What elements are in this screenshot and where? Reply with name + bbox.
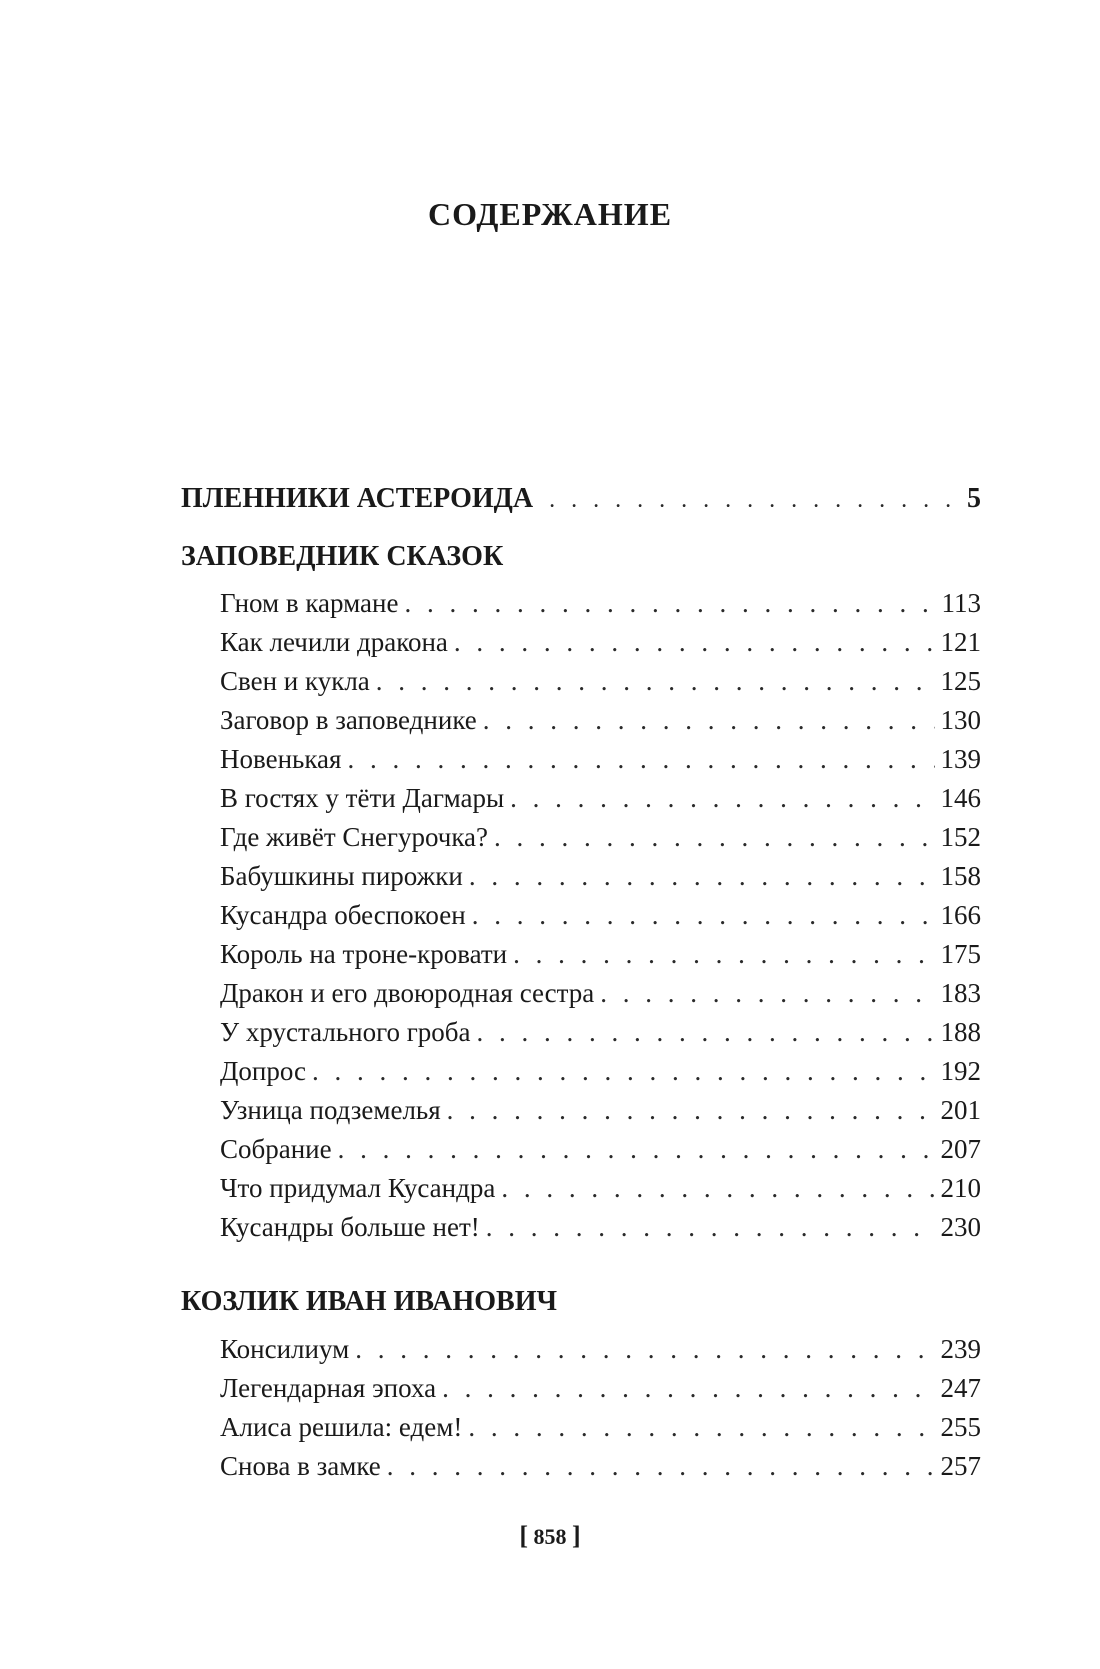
dot-leader (486, 1212, 935, 1243)
chapter-title: Кусандры больше нет! (220, 1212, 480, 1242)
page-number: 255 (940, 1412, 981, 1442)
toc-entry[interactable] (220, 1451, 981, 1482)
dot-leader (376, 666, 935, 697)
dot-leader (513, 939, 934, 970)
page-number: 5 (967, 483, 981, 514)
page-number: 239 (940, 1334, 981, 1364)
chapter-title: Гном в кармане (220, 588, 399, 618)
part-title: ПЛЕННИКИ АСТЕРОИДА (181, 483, 534, 514)
toc-entry[interactable] (220, 1056, 981, 1087)
dot-leader (494, 822, 934, 853)
page-number: 207 (940, 1134, 981, 1164)
page-number: 146 (940, 783, 981, 813)
chapter-title: Новенькая (220, 744, 342, 774)
page-number: 192 (940, 1056, 981, 1086)
toc-entry[interactable] (220, 900, 981, 931)
page-number: 158 (940, 861, 981, 891)
part-heading: КОЗЛИК ИВАН ИВАНОВИЧ (181, 1286, 558, 1317)
toc-entry[interactable] (220, 783, 981, 814)
dot-leader (469, 861, 935, 892)
toc-entry[interactable] (220, 1373, 981, 1404)
page-number: 113 (941, 588, 981, 618)
toc-entry[interactable] (220, 822, 981, 853)
dot-leader (549, 487, 951, 514)
chapter-title: У хрустального гроба (220, 1017, 471, 1047)
page-number: 121 (940, 627, 981, 657)
toc-entry[interactable] (220, 744, 981, 775)
dot-leader (355, 1334, 934, 1365)
dot-leader (442, 1373, 934, 1404)
page-number: 188 (940, 1017, 981, 1047)
page-number-value: 858 (533, 1524, 567, 1549)
toc-entry[interactable] (220, 939, 981, 970)
chapter-title: Дракон и его двоюродная сестра (220, 978, 595, 1008)
part-heading: ЗАПОВЕДНИК СКАЗОК (181, 541, 504, 572)
footer-page-number (0, 1521, 1100, 1551)
page-number: 152 (940, 822, 981, 852)
dot-leader (387, 1451, 935, 1482)
chapter-title: В гостях у тёти Дагмары (220, 783, 505, 813)
chapter-title: Что придумал Кусандра (220, 1173, 496, 1203)
chapter-title: Где живёт Снегурочка? (220, 822, 489, 852)
bracket-close: ] (572, 1521, 581, 1550)
chapter-title: Как лечили дракона (220, 627, 448, 657)
chapter-title: Легендарная эпоха (220, 1373, 437, 1403)
dot-leader (454, 627, 935, 658)
page-number: 139 (940, 744, 981, 774)
toc-part-entry[interactable] (181, 483, 981, 515)
dot-leader (312, 1056, 934, 1087)
chapter-title: Бабушкины пирожки (220, 861, 463, 891)
toc-entry[interactable] (220, 1095, 981, 1126)
page-number: 125 (940, 666, 981, 696)
bracket-open: [ (519, 1521, 528, 1550)
toc-entry[interactable] (220, 627, 981, 658)
chapter-title: Собрание (220, 1134, 332, 1164)
dot-leader (600, 978, 934, 1009)
page-number: 247 (940, 1373, 981, 1403)
toc-entry[interactable] (220, 1412, 981, 1443)
page-title: СОДЕРЖАНИЕ (427, 196, 673, 232)
toc-entry[interactable] (220, 1173, 981, 1204)
chapter-title: Допрос (220, 1056, 307, 1086)
page-number: 183 (940, 978, 981, 1008)
toc-entry[interactable] (220, 1212, 981, 1243)
dot-leader (477, 1017, 935, 1048)
page-number: 175 (940, 939, 981, 969)
toc-entry[interactable] (220, 666, 981, 697)
page-number: 230 (940, 1212, 981, 1242)
dot-leader (483, 705, 935, 736)
dot-leader (347, 744, 934, 775)
toc-entry[interactable] (220, 1017, 981, 1048)
chapter-title: Заговор в заповеднике (220, 705, 477, 735)
dot-leader (447, 1095, 935, 1126)
page-number: 210 (940, 1173, 981, 1203)
dot-leader (510, 783, 934, 814)
page-number: 166 (940, 900, 981, 930)
toc-entry[interactable] (220, 1134, 981, 1165)
chapter-title: Алиса решила: едем! (220, 1412, 463, 1442)
dot-leader (472, 900, 935, 931)
toc-entry[interactable] (220, 978, 981, 1009)
page-number: 130 (940, 705, 981, 735)
toc-entry[interactable] (220, 588, 981, 619)
chapter-title: Король на троне-кровати (220, 939, 508, 969)
toc-entry[interactable] (220, 705, 981, 736)
dot-leader (501, 1173, 934, 1204)
page-number: 201 (940, 1095, 981, 1125)
page-number: 257 (940, 1451, 981, 1481)
dot-leader (468, 1412, 934, 1443)
dot-leader (404, 588, 935, 619)
dot-leader (338, 1134, 935, 1165)
chapter-title: Узница подземелья (220, 1095, 441, 1125)
toc-entry[interactable] (220, 1334, 981, 1365)
chapter-title: Свен и кукла (220, 666, 370, 696)
chapter-title: Консилиум (220, 1334, 350, 1364)
toc-entry[interactable] (220, 861, 981, 892)
chapter-title: Кусандра обеспокоен (220, 900, 466, 930)
chapter-title: Снова в замке (220, 1451, 381, 1481)
